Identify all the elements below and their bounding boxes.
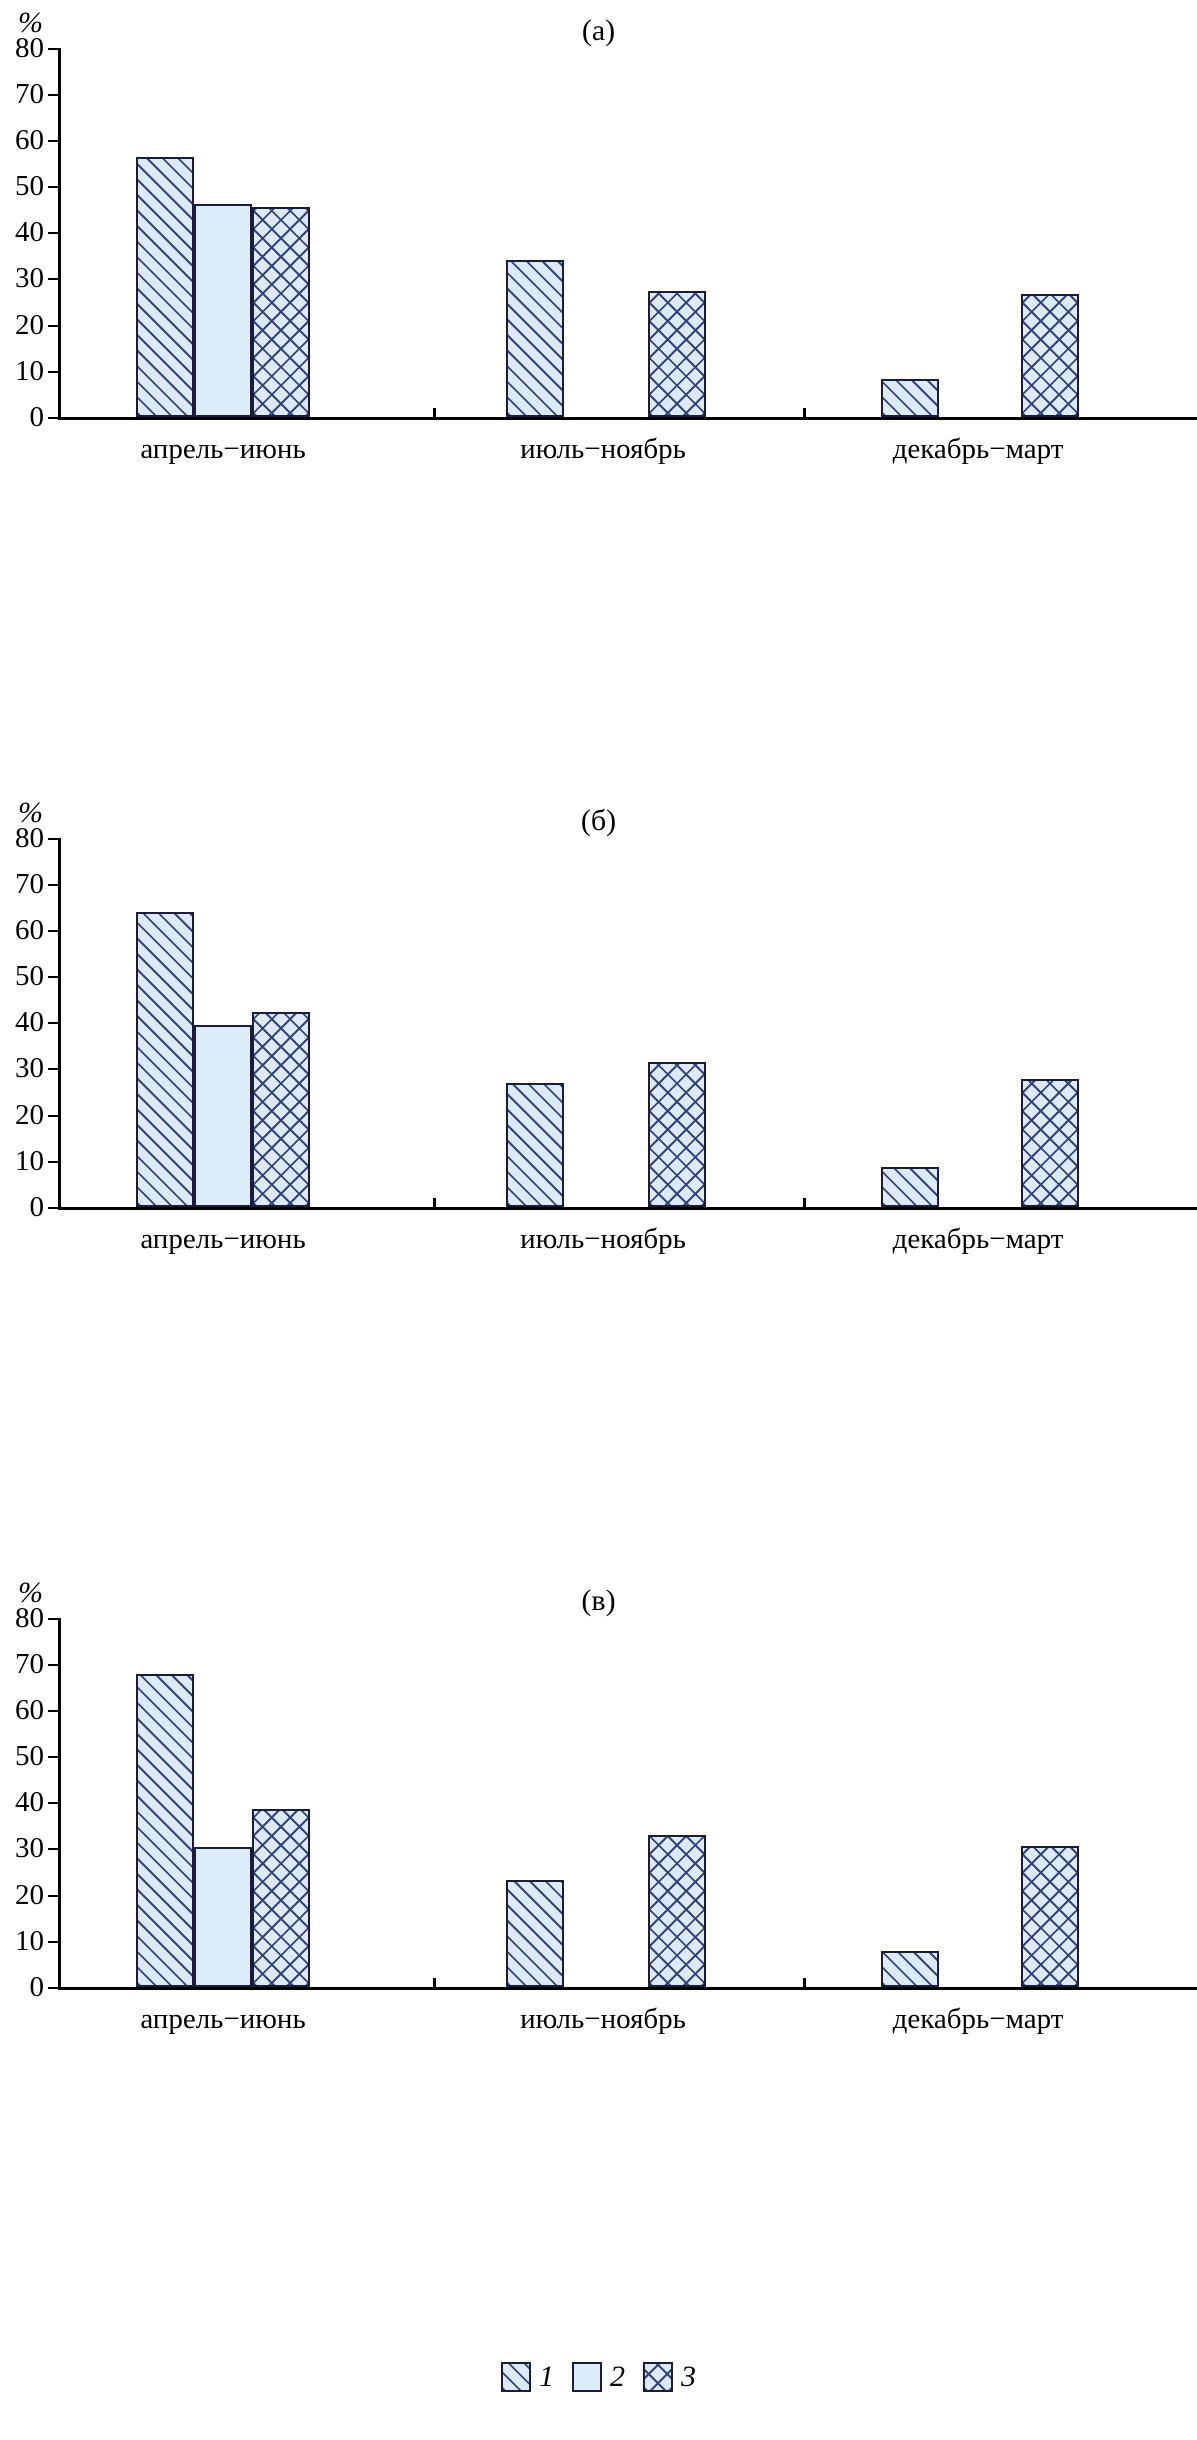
y-tick-a-5 [48, 186, 58, 188]
y-tick-label-b-2: 20 [15, 1099, 44, 1131]
y-axis-a [58, 48, 61, 420]
bar-a-g2-s3 [648, 291, 706, 417]
y-tick-label-v-6: 60 [15, 1694, 44, 1726]
bar-a-g2-s1 [506, 260, 564, 417]
x-tick-label-v-0: апрель−июнь [140, 2003, 306, 2035]
panel-title-b: (б) [580, 804, 617, 837]
bar-v-g1-s2 [194, 1847, 252, 1987]
y-tick-v-4 [48, 1802, 58, 1804]
y-tick-a-1 [48, 371, 58, 373]
x-tick-label-a-1: июль−ноябрь [520, 433, 686, 465]
y-tick-v-7 [48, 1664, 58, 1666]
y-tick-label-a-2: 20 [15, 309, 44, 341]
y-tick-label-a-0: 0 [29, 401, 44, 433]
bar-v-g2-s1 [506, 1880, 564, 1987]
panel-title-a: (а) [581, 14, 616, 47]
y-tick-b-3 [48, 1068, 58, 1070]
y-tick-label-a-7: 70 [15, 78, 44, 110]
y-tick-a-0 [48, 417, 58, 419]
y-axis-v [58, 1618, 61, 1990]
bar-b-g1-s3 [252, 1012, 310, 1207]
y-tick-label-b-4: 40 [15, 1006, 44, 1038]
plot-area-v [15, 1602, 1197, 2035]
y-tick-label-v-7: 70 [15, 1648, 44, 1680]
legend-label-1: 1 [539, 2360, 554, 2393]
y-tick-label-v-0: 0 [29, 1971, 44, 2003]
y-tick-a-6 [48, 140, 58, 142]
plot-area-b [15, 822, 1197, 1255]
x-axis-group-sep-a-1 [433, 408, 436, 420]
legend-label-3: 3 [681, 2360, 696, 2393]
bar-v-g1-s1 [136, 1674, 194, 1987]
bar-b-g2-s1 [506, 1083, 564, 1207]
x-tick-label-v-2: декабрь−март [892, 2003, 1064, 2035]
chart-panel-a [0, 0, 1197, 720]
bar-b-g2-s3 [648, 1062, 706, 1207]
chart-legend [0, 2360, 1197, 2394]
bar-b-g3-s3 [1021, 1079, 1079, 1207]
x-tick-label-b-2: декабрь−март [892, 1223, 1064, 1255]
legend-item-3 [643, 2360, 696, 2394]
chart-panel-v [0, 1570, 1197, 2290]
y-tick-label-b-8: 80 [15, 822, 44, 854]
y-tick-label-a-4: 40 [15, 216, 44, 248]
bar-v-g2-s3 [648, 1835, 706, 1987]
y-tick-b-2 [48, 1115, 58, 1117]
y-tick-label-v-3: 30 [15, 1832, 44, 1864]
y-tick-b-0 [48, 1207, 58, 1209]
y-tick-label-b-3: 30 [15, 1052, 44, 1084]
bar-a-g3-s3 [1021, 294, 1079, 417]
x-axis-a [58, 417, 1197, 420]
x-tick-label-b-0: апрель−июнь [140, 1223, 306, 1255]
y-tick-label-b-5: 50 [15, 960, 44, 992]
bar-a-g1-s2 [194, 204, 252, 417]
y-axis-unit-label-b: % [18, 796, 43, 829]
x-axis-group-sep-b-2 [803, 1198, 806, 1210]
y-tick-label-v-4: 40 [15, 1786, 44, 1818]
y-tick-label-v-8: 80 [15, 1602, 44, 1634]
y-tick-label-a-3: 30 [15, 262, 44, 294]
y-tick-label-v-5: 50 [15, 1740, 44, 1772]
y-tick-a-8 [48, 48, 58, 50]
y-tick-a-3 [48, 278, 58, 280]
y-tick-a-2 [48, 325, 58, 327]
y-tick-label-b-6: 60 [15, 914, 44, 946]
y-tick-v-2 [48, 1895, 58, 1897]
y-tick-label-a-6: 60 [15, 124, 44, 156]
legend-item-1 [501, 2360, 554, 2394]
y-tick-label-a-1: 10 [15, 355, 44, 387]
legend-swatch-1-icon [501, 2362, 531, 2392]
x-axis-group-sep-v-2 [803, 1978, 806, 1990]
y-tick-v-3 [48, 1848, 58, 1850]
bar-a-g3-s2 [881, 379, 939, 417]
y-tick-label-a-5: 50 [15, 170, 44, 202]
x-tick-label-a-0: апрель−июнь [140, 433, 306, 465]
y-tick-v-1 [48, 1941, 58, 1943]
bar-b-g1-s2 [194, 1025, 252, 1207]
y-tick-b-6 [48, 930, 58, 932]
y-tick-v-0 [48, 1987, 58, 1989]
y-tick-b-7 [48, 884, 58, 886]
y-tick-b-8 [48, 838, 58, 840]
bar-a-g1-s3 [252, 207, 310, 417]
y-tick-label-b-1: 10 [15, 1145, 44, 1177]
panel-title-v: (в) [581, 1584, 616, 1617]
y-tick-label-v-2: 20 [15, 1879, 44, 1911]
x-tick-label-a-2: декабрь−март [892, 433, 1064, 465]
x-axis-v [58, 1987, 1197, 1990]
y-tick-label-v-1: 10 [15, 1925, 44, 1957]
bar-v-g3-s2 [881, 1951, 939, 1987]
y-tick-v-5 [48, 1756, 58, 1758]
plot-area-a [15, 32, 1197, 465]
y-tick-label-b-7: 70 [15, 868, 44, 900]
y-tick-label-a-8: 80 [15, 32, 44, 64]
bar-a-g1-s1 [136, 157, 194, 417]
y-tick-b-5 [48, 976, 58, 978]
legend-swatch-2-icon [572, 2362, 602, 2392]
y-axis-unit-label-v: % [18, 1576, 43, 1609]
y-tick-a-4 [48, 232, 58, 234]
y-tick-b-4 [48, 1022, 58, 1024]
bar-b-g1-s1 [136, 912, 194, 1207]
x-axis-b [58, 1207, 1197, 1210]
bar-v-g1-s3 [252, 1809, 310, 1987]
x-axis-group-sep-b-1 [433, 1198, 436, 1210]
y-tick-v-6 [48, 1710, 58, 1712]
legend-item-2 [572, 2360, 625, 2394]
x-axis-group-sep-a-2 [803, 408, 806, 420]
chart-panel-b [0, 790, 1197, 1510]
y-axis-b [58, 838, 61, 1210]
x-tick-label-v-1: июль−ноябрь [520, 2003, 686, 2035]
y-tick-b-1 [48, 1161, 58, 1163]
x-tick-label-b-1: июль−ноябрь [520, 1223, 686, 1255]
legend-label-2: 2 [610, 2360, 625, 2393]
bar-v-g3-s3 [1021, 1846, 1079, 1987]
y-tick-a-7 [48, 94, 58, 96]
x-axis-group-sep-v-1 [433, 1978, 436, 1990]
y-tick-label-b-0: 0 [29, 1191, 44, 1223]
y-axis-unit-label-a: % [18, 6, 43, 39]
bar-b-g3-s2 [881, 1167, 939, 1207]
y-tick-v-8 [48, 1618, 58, 1620]
legend-swatch-3-icon [643, 2362, 673, 2392]
